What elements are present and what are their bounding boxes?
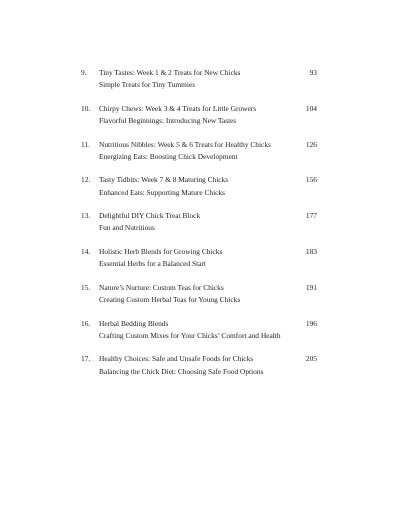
chapter-title: Delightful DIY Chick Treat Block	[99, 211, 201, 221]
toc-entry[interactable]	[81, 282, 317, 306]
chapter-subtitle: Essential Herbs for a Balanced Start	[99, 259, 206, 269]
chapter-number: 14.	[81, 246, 91, 256]
page-number: 183	[305, 246, 317, 256]
page-number: 177	[305, 211, 317, 221]
chapter-subtitle: Flavorful Beginnings: Introducing New Tastes	[99, 116, 237, 125]
page-number: 156	[305, 175, 317, 185]
chapter-subtitle: Fun and Nutritious	[99, 223, 155, 233]
chapter-number: 11.	[81, 139, 90, 149]
chapter-subtitle: Simple Treats for Tiny Tummies	[99, 80, 196, 90]
chapter-title: Nature’s Nurture: Custom Teas for Chicks	[99, 282, 224, 292]
chapter-number: 15.	[81, 282, 91, 292]
chapter-number: 17.	[81, 354, 91, 364]
toc-entry[interactable]	[81, 174, 317, 198]
chapter-title: Tiny Tastes: Week 1 & 2 Treats for New Chicks	[99, 68, 241, 77]
page-number: 126	[305, 139, 317, 149]
page-number: 205	[305, 354, 317, 364]
chapter-subtitle: Energizing Eats: Boosting Chick Development	[99, 151, 238, 161]
chapter-number: 10.	[81, 103, 91, 113]
chapter-subtitle: Creating Custom Herbal Teas for Young Chicks	[99, 294, 241, 304]
toc-entry[interactable]	[81, 318, 317, 342]
page-number: 191	[305, 282, 317, 292]
chapter-title: Holistic Herb Blends for Growing Chicks	[99, 246, 223, 256]
chapter-number: 13.	[81, 211, 91, 221]
chapter-subtitle: Balancing the Chick Diet: Choosing Safe Food Options	[99, 366, 264, 376]
chapter-subtitle: Enhanced Eats: Supporting Mature Chicks	[99, 187, 226, 197]
toc-entry[interactable]	[81, 103, 317, 127]
toc-entry[interactable]	[81, 246, 317, 270]
chapter-number: 9.	[81, 68, 87, 77]
chapter-number: 12.	[81, 175, 91, 185]
table-of-contents	[81, 67, 317, 389]
toc-entry[interactable]	[81, 210, 317, 234]
chapter-title: Healthy Choices: Safe and Unsafe Foods for Chicks	[99, 354, 254, 364]
toc-entry[interactable]	[81, 139, 317, 163]
chapter-number: 16.	[81, 318, 91, 328]
chapter-subtitle: Crafting Custom Mixes for Your Chicks’ Comfort and Health	[99, 330, 281, 340]
toc-entry[interactable]	[81, 67, 317, 91]
page-number: 196	[305, 318, 317, 328]
chapter-title: Chirpy Chews: Week 3 & 4 Treats for Little Growers	[99, 103, 257, 113]
page-number: 104	[305, 103, 317, 113]
chapter-title: Herbal Bedding Blends	[99, 318, 169, 328]
page-number: 93	[309, 68, 317, 77]
toc-entry[interactable]	[81, 353, 317, 377]
chapter-title: Tasty Tidbits: Week 7 & 8 Maturing Chicks	[99, 175, 229, 185]
chapter-title: Nutritious Nibbles: Week 5 & 6 Treats for Healthy Chicks	[99, 139, 271, 149]
